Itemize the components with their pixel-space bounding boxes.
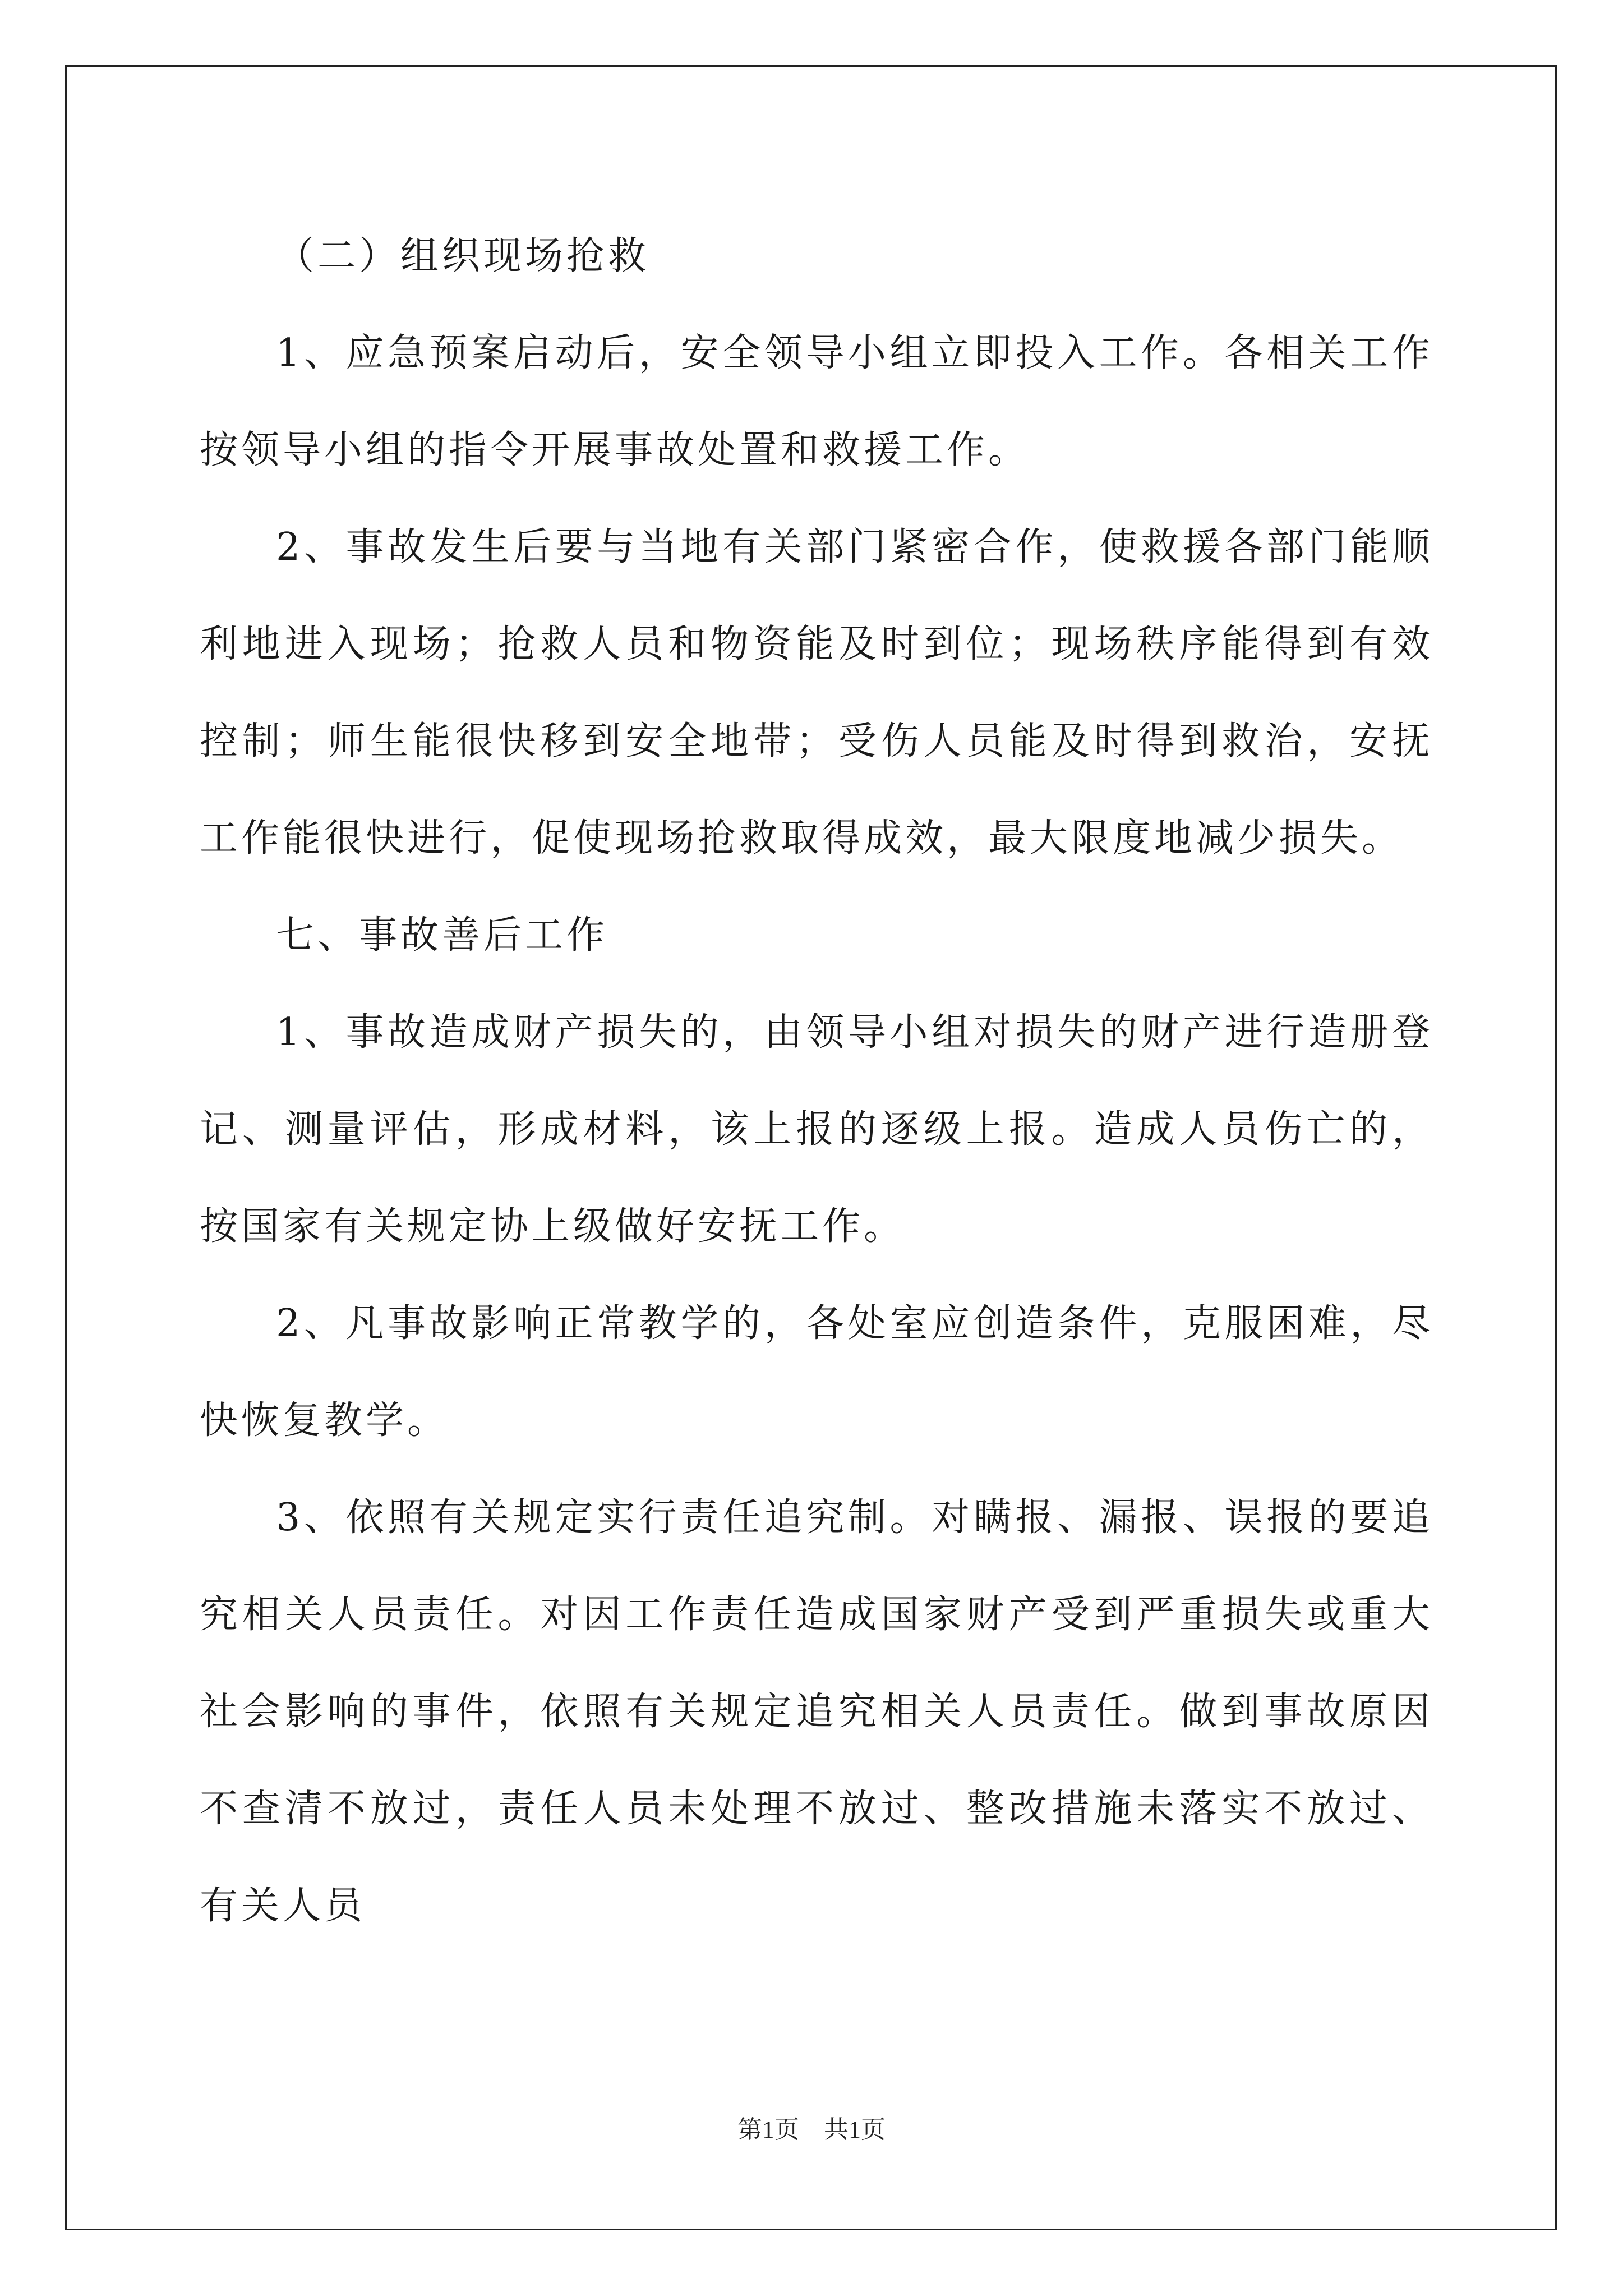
- paragraph-emergency-plan-start: 1、应急预案启动后，安全领导小组立即投入工作。各相关工作按领导小组的指令开展事故处置和救援工作。: [200, 331, 1433, 472]
- paragraph-accountability: 3、依照有关规定实行责任追究制。对瞒报、漏报、误报的要追究相关人员责任。对因工作责任造成国家财产受到严重损失或重大社会影响的事件，依照有关规定追究相关人员责任。做到事故原因不查清不放过，责任人员未处理不放过、整改措施未落实不放过、有关人员: [200, 1496, 1433, 1928]
- paragraph-property-loss: 1、事故造成财产损失的，由领导小组对损失的财产进行造册登记、测量评估，形成材料，该上报的逐级上报。造成人员伤亡的，按国家有关规定协上级做好安抚工作。: [200, 1010, 1433, 1249]
- section-heading-organize-rescue: （二）组织现场抢救: [276, 234, 650, 278]
- section-heading-aftermath: 七、事故善后工作: [276, 913, 608, 958]
- page-number-footer: 第1页 共1页: [737, 2116, 886, 2143]
- paragraph-teaching-recovery: 2、凡事故影响正常教学的，各处室应创造条件，克服困难，尽快恢复教学。: [200, 1301, 1433, 1443]
- paragraph-cooperate-departments: 2、事故发生后要与当地有关部门紧密合作，使救援各部门能顺利地进入现场；抢救人员和物资能及时到位；现场秩序能得到有效控制；师生能很快移到安全地带；受伤人员能及时得到救治，安抚工作能很快进行，促使现场抢救取得成效，最大限度地减少损失。: [200, 525, 1433, 861]
- document-body: [200, 208, 1433, 1954]
